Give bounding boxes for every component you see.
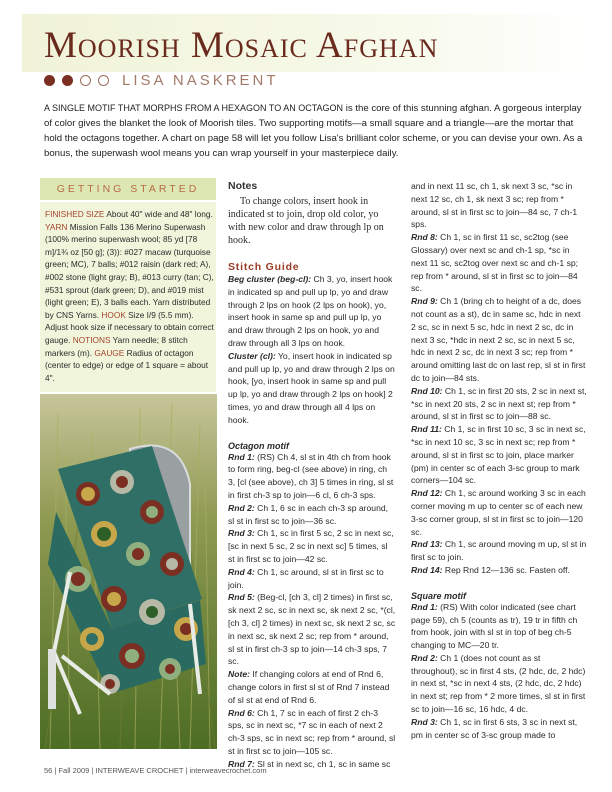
filled-dot-icon <box>62 75 73 86</box>
stitch-guide-item <box>228 350 396 427</box>
round-text: Ch 1, sc in first 10 sc, 3 sc in next sc, *sc in next 10 sc, 3 sc in next sc; rep from * around, sl st in first sc to join, place marker (pm) in center sc of each 3-sc group to mark corners—104 sc. <box>411 424 586 486</box>
page-footer: 56 | Fall 2009 | INTERWEAVE CROCHET | interweavecrochet.com <box>44 766 267 775</box>
note-label: Note: <box>228 669 250 680</box>
pattern-column-3 <box>411 180 587 741</box>
round-instruction <box>228 451 396 502</box>
round-text: Ch 1, 6 sc in each ch-3 sp around, sl st in first sc to join—36 sc. <box>228 502 389 526</box>
finished-size-label: FINISHED SIZE <box>45 209 105 219</box>
round-text: (RS) With color indicated (see chart page 59), ch 5 (counts as tr), 19 tr in fifth ch from hook, join with sl st in top of beg ch-5 changing to MC—20 tr. <box>411 601 578 651</box>
round-instruction <box>411 385 587 423</box>
gauge-value: Radius of octagon (center to edge) or edge of 1 square = about 4". <box>45 347 209 383</box>
afghan-photo <box>40 394 217 749</box>
round-text: Ch 1, sc in first 6 sts, 3 sc in next st, pm in center sc of 3-sc group made to <box>411 716 578 740</box>
round-instruction <box>228 502 396 528</box>
round-label: Rnd 12: <box>411 488 443 499</box>
page-title: Moorish Mosaic Afghan <box>44 25 439 66</box>
stitch-guide-header: Stitch Guide <box>228 261 300 273</box>
round-instruction <box>411 231 587 295</box>
stitch-definition: Yo, insert hook in indicated sp and pull up lp, yo and draw through 2 lps on hook, [yo, insert hook in same sp and pull up lp, yo and draw through 2 lps on hook] 2 times, yo and draw through all 4 lps on hook. <box>228 350 395 425</box>
round-label: Rnd 2: <box>411 652 438 663</box>
hook-value: Size I/9 (5.5 mm). Adjust hook size if necessary to obtain correct gauge. <box>45 309 214 345</box>
round-label: Rnd 11: <box>411 424 442 435</box>
round-instruction <box>228 591 396 668</box>
round-text: (RS) Ch 4, sl st in 4th ch from hook to form ring, beg-cl (see above) in ring, ch 3, [cl (see above), ch 3] 5 times in ring, sl st in first ch-3 sp to join—6 cl, 6 ch-3 sps. <box>228 451 394 500</box>
round-instruction <box>411 487 587 538</box>
round-text: Sl st in next sc, ch 1, sc in same sc <box>254 758 391 769</box>
round-label: Rnd 9: <box>411 296 438 307</box>
intro-lead: A SINGLE MOTIF THAT MORPHS FROM A HEXAGON TO AN OCTAGON <box>44 103 344 113</box>
intro-text: is the core of this stunning afghan. A gorgeous interplay of color gives the blanket the look of Moorish tiles. Two supporting motifs—a small square and a triangle—are the mortar that hold the octagons together. A chart on page 58 will let you follow Lisa's brilliant color scheme, or you can devise your own. As a bonus, the superwash wool means you can wrap yourself in your masterpiece daily. <box>44 103 583 159</box>
round-text: Ch 1, sc around moving m up, sl st in first sc to join. <box>411 539 587 563</box>
stitch-definition: Ch 3, yo, insert hook in indicated sp and pull up lp, yo and draw through 2 lps on hook (2 lps on hook), yo, insert hook in same sp and pull up lp, yo and draw through 2 lps on hook, yo and draw through all 3 lps on hook. <box>228 274 393 348</box>
octagon-motif-header: Octagon motif <box>228 440 289 451</box>
round-text: Ch 1, sc around working 3 sc in each corner moving m up to center sc of each new 3-sc corner group, sl st in first sc to join—120 sc. <box>411 488 586 537</box>
round-instruction <box>228 566 396 592</box>
round-note <box>228 668 396 706</box>
round-instruction <box>411 601 587 652</box>
round-label: Rnd 5: <box>228 592 255 603</box>
round-text: Rep Rnd 12—136 sc. Fasten off. <box>442 564 570 575</box>
round-text: Ch 1, sc in first 5 sc, 2 sc in next sc, [sc in next 5 sc, 2 sc in next sc] 5 times, sl st in first sc to join—42 sc. <box>228 528 394 564</box>
getting-started-text <box>45 208 217 384</box>
author-name: LISA NASKRENT <box>122 72 279 89</box>
round-label: Rnd 8: <box>411 232 438 243</box>
yarn-value: Mission Falls 136 Merino Superwash (100% merino superwash wool; 85 yd [78 m]/1¾ oz [50 g]; (3)): #027 macaw (turquoise green; MC), 7 balls; #012 raisin (dark red; A), #002 stone (light gray; B), #013 curry (tan; C), #531 sprout (dark green; D), and #019 mist (light green; E), 3 balls each. Yarn distributed by CNS Yarns. <box>45 221 214 320</box>
finished-size-value: About 40" wide and 48" long. <box>106 209 213 219</box>
afghan-photo-illustration <box>40 394 217 749</box>
round-text: Ch 1, sc around, sl st in first sc to join. <box>228 566 384 590</box>
round-instruction <box>228 707 396 758</box>
round-label: Rnd 6: <box>228 707 255 718</box>
round-label: Rnd 4: <box>228 566 255 577</box>
stitch-guide-item <box>228 273 396 350</box>
round-instruction <box>411 652 587 716</box>
open-dot-icon <box>80 75 91 86</box>
intro-paragraph <box>44 101 592 161</box>
round-instruction <box>411 295 587 385</box>
getting-started-header: GETTING STARTED <box>40 178 216 200</box>
notes-header: Notes <box>228 180 258 192</box>
round-text: Ch 1, sc in first 11 sc, sc2tog (see Glossary) over next sc and ch-1 sp, *sc in next 11 sc, sc2tog over next sc and ch-1 sp; rep from * around, sl st in first sc to join—84 sc. <box>411 232 579 294</box>
round-text: (Beg-cl, [ch 3, cl] 2 times) in first sc, sk next 2 sc, sc in next sc, sk next 2 sc, *(cl, [ch 3, cl] 2 times) in next sc, sk next 2 sc, sc in next sc, sk next 2 sc; rep from * around, sl st in first ch-3 sp to join—14 ch-3 sps, 7 sc. <box>228 592 396 667</box>
notes-text: To change colors, insert hook in indicated st to join, drop old color, yo with new color and draw through lp on hook. <box>228 196 384 246</box>
open-dot-icon <box>98 75 109 86</box>
round-instruction <box>411 564 587 577</box>
round-instruction <box>411 716 587 742</box>
round-label: Rnd 1: <box>228 451 255 462</box>
round-label: Rnd 14: <box>411 564 443 575</box>
stitch-term: Cluster (cl): <box>228 350 276 361</box>
gauge-label: GAUGE <box>94 347 125 358</box>
round-label: Rnd 10: <box>411 385 443 396</box>
round-label: Rnd 3: <box>228 528 255 539</box>
notions-value: Yarn needle; 8 stitch markers (m). <box>45 334 188 358</box>
hook-label: HOOK <box>101 309 126 320</box>
round-label: Rnd 1: <box>411 601 438 612</box>
round-instruction <box>411 423 587 487</box>
round-continued: and in next 11 sc, ch 1, sk next 3 sc, *sc in next 12 sc, ch 1, sk next 3 sc; rep from * around, sl st in first sc to join—84 sc, 7 ch-1 sps. <box>411 181 578 230</box>
square-motif-header: Square motif <box>411 590 467 601</box>
notions-label: NOTIONS <box>72 334 111 345</box>
round-text: Ch 1 (does not count as st throughout), sc in first 4 sts, (2 hdc, dc, 2 hdc) in next st, *sc in next 4 sts, (2 hdc, dc, 2 hdc) in next st; rep from * 2 more times, sl st in first sc to join—16 sc, 16 hdc, 4 dc. <box>411 652 586 715</box>
round-text: Ch 1, 7 sc in each of first 2 ch-3 sps, sc in next sc, *7 sc in each of next 2 ch-3 sps, sc in next sc; rep from * around, sl st in first sc to join—105 sc. <box>228 707 396 756</box>
round-label: Rnd 7: <box>228 758 255 769</box>
round-text: Ch 1 (bring ch to height of a dc, does not count as a st), dc in same sc, hdc in next 2 sc, sc in next 5 sc, hdc in next 2 sc, dc in next 3 sc, *hdc in next 2 sc, sc in next 5 sc, hdc in next 2 sc, dc in next 3 sc; rep from * around omitting last dc on last rep, sl st in first dc to join—84 sts. <box>411 296 586 383</box>
notes-column <box>228 180 396 770</box>
filled-dot-icon <box>44 75 55 86</box>
stitch-term: Beg cluster (beg-cl): <box>228 274 312 284</box>
byline <box>44 72 279 89</box>
round-label: Rnd 13: <box>411 539 443 550</box>
round-label: Rnd 3: <box>411 716 438 727</box>
round-text: Ch 1, sc in first 20 sts, 2 sc in next st, *sc in next 20 sts, 2 sc in next st; rep from * around, sl st in first sc to join—88 sc. <box>411 385 587 422</box>
round-label: Rnd 2: <box>228 502 255 513</box>
note-text: If changing colors at end of Rnd 6, change colors in first sl st of Rnd 7 instead of sl st at end of Rnd 6. <box>228 669 390 705</box>
round-instruction <box>228 527 396 565</box>
round-instruction <box>411 538 587 564</box>
yarn-label: YARN <box>45 221 68 232</box>
